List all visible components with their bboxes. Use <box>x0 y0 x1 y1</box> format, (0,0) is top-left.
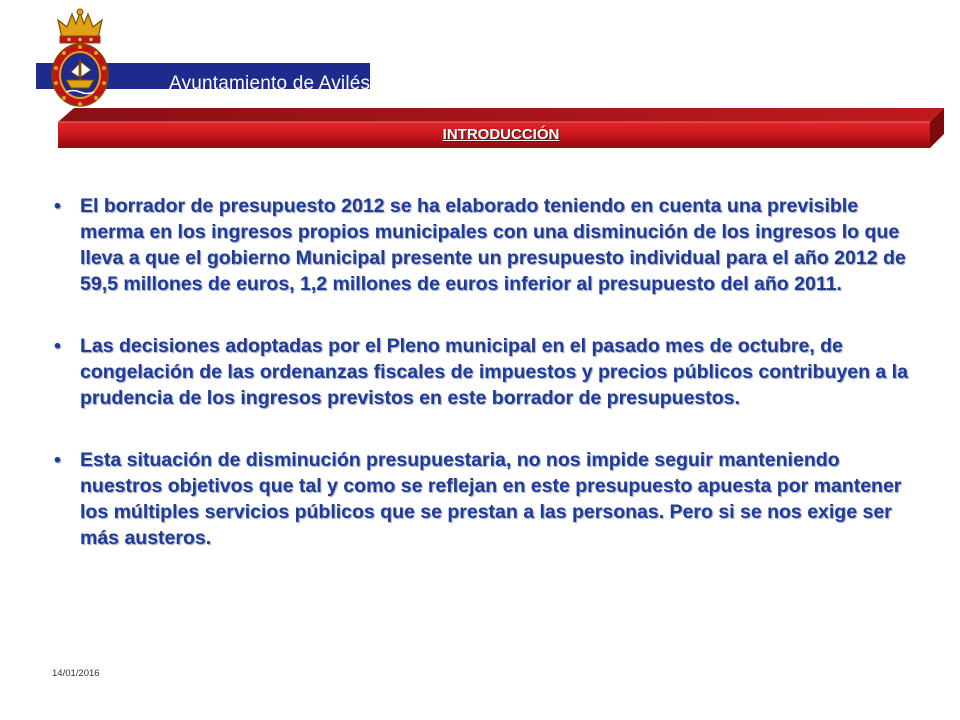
header-logo <box>36 8 370 108</box>
bullet-text: El borrador de presupuesto 2012 se ha elaborado teniendo en cuenta una previsible merma en los ingresos propios municipales con una disminución de los ingresos lo que lleva a que el gobierno Municipal presente un presupuesto individual para el año 2012 de 59,5 millones de euros, 1,2 millones de euros inferior al presupuesto del año 2011. <box>80 195 906 295</box>
slide-date: 14/01/2016 <box>52 668 100 679</box>
organization-name: Ayuntamiento de Avilés <box>169 73 371 94</box>
section-banner <box>58 108 944 150</box>
bullet-marker: • <box>54 449 61 471</box>
bullet-item <box>54 193 924 297</box>
bullet-marker: • <box>54 335 61 357</box>
bullet-list <box>54 193 924 587</box>
bullet-item <box>54 333 924 411</box>
bullet-text: Esta situación de disminución presupuestaria, no nos impide seguir manteniendo nuestros objetivos que tal y como se reflejan en este presupuesto apuesta por mantener los múltiples servicios públicos que se prestan a las personas. Pero si se nos exige ser más austeros. <box>80 449 902 549</box>
bullet-marker: • <box>54 195 61 217</box>
bullet-text: Las decisiones adoptadas por el Pleno municipal en el pasado mes de octubre, de congelación de las ordenanzas fiscales de impuestos y precios públicos contribuyen a la prudencia de los ingresos previstos en este borrador de presupuestos. <box>80 335 908 409</box>
section-title: INTRODUCCIÓN <box>442 126 560 143</box>
bullet-item <box>54 447 924 551</box>
